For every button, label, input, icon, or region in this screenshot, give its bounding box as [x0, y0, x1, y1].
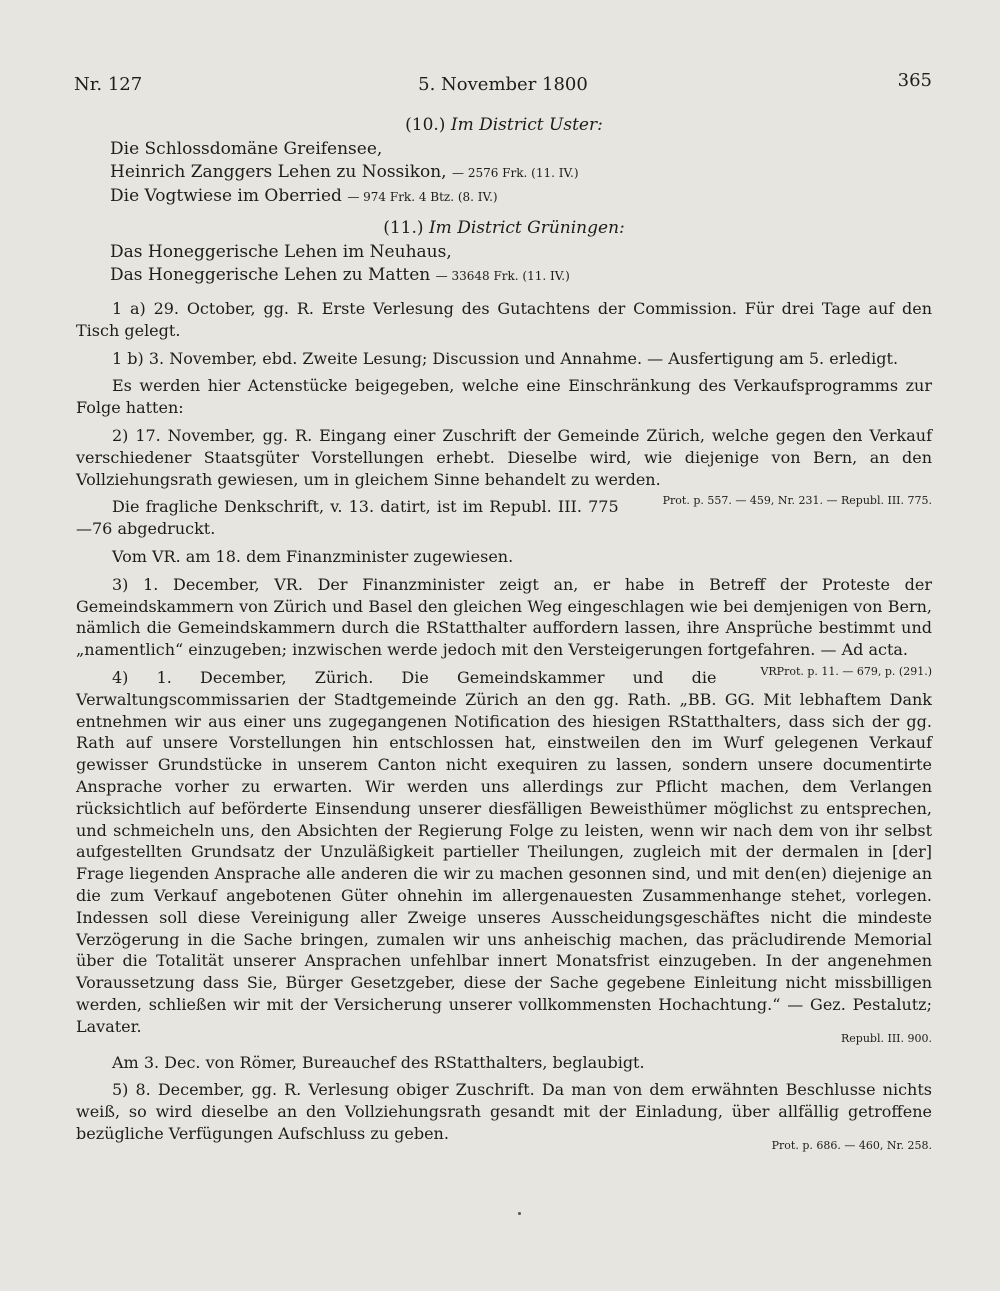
- district-heading: (10.) Im District Uster:: [405, 115, 603, 135]
- property-line: Die Vogtwiese im Oberried — 974 Frk. 4 Btz. (8. IV.): [110, 186, 498, 206]
- entry-4: 4) 1. December, Zürich. Die Gemeindskammer und die Verwaltungscommissarien der Stadtgemeinde Zürich an den gg. Rath. „BB. GG. Mit lebhaftem Dank entnehmen wir aus einer uns zugegangenen Notification des hiesigen RStatthalters, dass sich der gg. Rath auf unsere Vorstellungen hin entschlossen hat, einstweilen den im Wurf gelegenen Verkauf gewisser Grundstücke in unserem Canton nicht exequiren zu lassen, sondern unsere documentirte Ansprache vorher zu erwarten. Wir werden uns allerdings zur Pflicht machen, dem Verlangen rücksichtlich auf beförderte Einsendung unserer diesfälligen Beweisthümer möglichst zu entsprechen, und schmeicheln uns, den Absichten der Regierung Folge zu leisten, wenn wir nach dem von ihr selbst aufgestellten Grundsatz der Unzuläßigkeit partieller Theilungen, zugleich mit der dermalen in [der] Frage liegenden Ansprache alle anderen die wir zu machen gesonnen sind, und mit den(en) diejenige an die zum Verkauf angebotenen Güter ohnehin im allergenauesten Zusammenhange stehet, vorlegen. Indessen soll diese Vereinigung aller Zweige unseres Ausscheidungsgeschäftes nicht die mindeste Verzögerung in die Sache bringen, zumalen wir uns anheischig machen, das präcludirende Memorial über die Totalität unserer Ansprachen unfehlbar innert Monatsfrist einzugeben. In der angenehmen Voraussetzung dass Sie, Bürger Gesetzgeber, diese der Sache gegebene Einleitung nicht missbilligen werden, schließen wir mit der Versicherung unserer vollkommensten Hochachtung.“ — Gez. Pestalutz; Lavater.: [76, 667, 932, 1036]
- property-line: Heinrich Zanggers Lehen zu Nossikon, — 2576 Frk. (11. IV.): [110, 162, 579, 182]
- entry-2: 2) 17. November, gg. R. Eingang einer Zuschrift der Gemeinde Zürich, welche gegen den Verkauf verschiedener Staatsgüter Vorstellungen erhebt. Dieselbe wird, wie diejenige von Bern, an den Vollziehungsrath gewiesen, um in gleichem Sinne behandelt zu werden. Prot. p. 557. — 459, Nr. 231. — Republ. III. 775.: [76, 425, 932, 490]
- property-line: Das Honeggerische Lehen im Neuhaus,: [110, 242, 452, 262]
- page-number: 365: [897, 70, 932, 91]
- entry-3: 3) 1. December, VR. Der Finanzminister zeigt an, er habe in Betreff der Proteste der Gemeindskammern von Zürich und Basel den gleichen Weg eingeschlagen wie bei demjenigen von Bern, nämlich die Gemeindskammern durch die RStatthalter auffordern lassen, ihre Ansprüche bestimmt und „namentlich“ einzugeben; inzwischen werde jedoch mit den Versteigerungen fortgefahren. — Ad acta. VRProt. p. 11. — 679, p. (291.): [76, 574, 932, 661]
- source-reference: Prot. p. 686. — 460, Nr. 258.: [771, 1138, 932, 1152]
- intro-paragraph: Es werden hier Actenstücke beigegeben, welche eine Einschränkung des Verkaufsprogramms zur Folge hatten:: [76, 376, 932, 418]
- source-reference: Republ. III. 900.: [841, 1031, 932, 1045]
- running-header: [74, 70, 932, 104]
- header-date: 5. November 1800: [418, 74, 588, 95]
- document-number: Nr. 127: [74, 74, 143, 95]
- page-dot: [518, 1212, 521, 1215]
- entry-1a: 1 a) 29. October, gg. R. Erste Verlesung des Gutachtens der Commission. Für drei Tage auf den Tisch gelegt.: [76, 299, 932, 340]
- district-heading: (11.) Im District Grüningen:: [383, 218, 625, 238]
- property-line: Das Honeggerische Lehen zu Matten — 33648 Frk. (11. IV.): [110, 265, 570, 285]
- property-line: Die Schlossdomäne Greifensee,: [110, 139, 383, 159]
- entry-1b: 1 b) 3. November, ebd. Zweite Lesung; Discussion und Annahme. — Ausfertigung am 5. erledigt.: [112, 348, 899, 368]
- entry-5: 5) 8. December, gg. R. Verlesung obiger Zuschrift. Da man von dem erwähnten Beschlusse nichts weiß, so wird dieselbe an den Vollziehungsrath gesandt mit der Einladung, über allfällig getroffene bezügliche Verfügungen Aufschluss zu geben.: [76, 1080, 932, 1143]
- entry-2-note: Die fragliche Denkschrift, v. 13. datirt, ist im Republ. III. 775—76 abgedruckt.: [76, 497, 619, 539]
- page-body: [76, 112, 932, 1153]
- district-grueningen-section: [76, 215, 932, 288]
- entry-4-certification: Am 3. Dec. von Römer, Bureauchef des RStatthalters, beglaubigt.: [112, 1052, 645, 1072]
- source-reference: VRProt. p. 11. — 679, p. (291.): [760, 664, 932, 678]
- entry-2-assignment: Vom VR. am 18. dem Finanzminister zugewiesen.: [112, 546, 514, 566]
- source-reference: Prot. p. 557. — 459, Nr. 231. — Republ. III. 775.: [662, 494, 932, 508]
- district-uster-section: [76, 112, 932, 209]
